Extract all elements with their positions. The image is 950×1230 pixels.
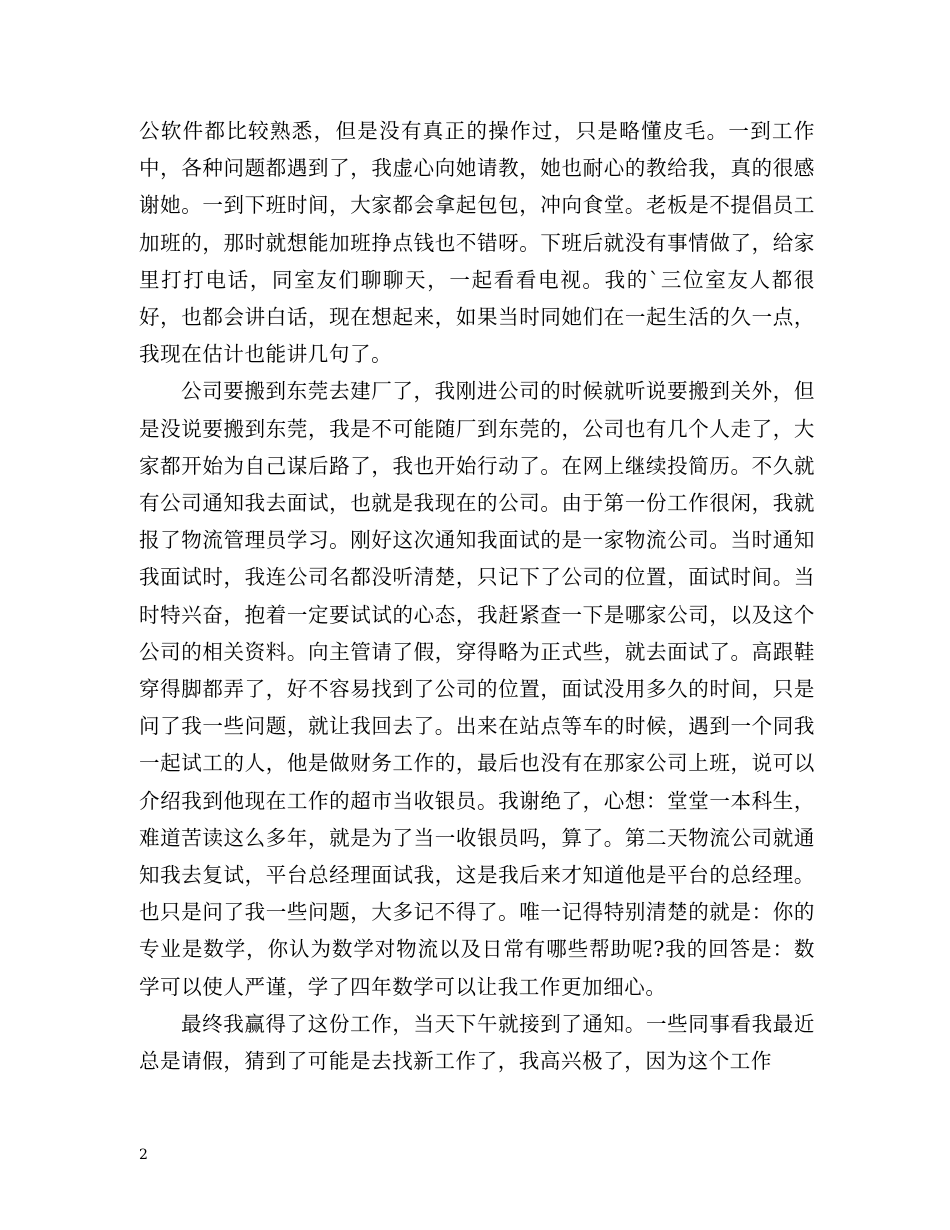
paragraph-2: 公司要搬到东莞去建厂了，我刚进公司的时候就听说要搬到关外，但是没说要搬到东莞，我是不可能随厂到东莞的，公司也有几个人走了，大家都开始为自己谋后路了，我也开始行动了。在网上继续投简历。不久就有公司通知我去面试，也就是我现在的公司。由于第一份工作很闲，我就报了物流管理员学习。刚好这次通知我面试的是一家物流公司。当时通知我面试时，我连公司名都没听清楚，只记下了公司的位置，面试时间。当时特兴奋，抱着一定要试试的心态，我赶紧查一下是哪家公司，以及这个公司的相关资料。向主管请了假，穿得略为正式些，就去面试了。高跟鞋穿得脚都弄了，好不容易找到了公司的位置，面试没用多久的时间，只是问了我一些问题，就让我回去了。出来在站点等车的时候，遇到一个同我一起试工的人，他是做财务工作的，最后也没有在那家公司上班，说可以介绍我到他现在工作的超市当收银员。我谢绝了，心想：堂堂一本科生，难道苦读这么多年，就是为了当一收银员吗，算了。第二天物流公司就通知我去复试，平台总经理面试我，这是我后来才知道他是平台的总经理。也只是问了我一些问题，大多记不得了。唯一记得特别清楚的就是：你的专业是数学，你认为数学对物流以及日常有哪些帮助呢?我的回答是：数学可以使人严谨，学了四年数学可以让我工作更加细心。 [139,379,815,999]
paragraph-3: 最终我赢得了这份工作，当天下午就接到了通知。一些同事看我最近总是请假，猜到了可能是去找新工作了，我高兴极了，因为这个工作 [139,1011,815,1074]
paragraph-1: 公软件都比较熟悉，但是没有真正的操作过，只是略懂皮毛。一到工作中，各种问题都遇到了，我虚心向她请教，她也耐心的教给我，真的很感谢她。一到下班时间，大家都会拿起包包，冲向食堂。老板是不提倡员工加班的，那时就想能加班挣点钱也不错呀。下班后就没有事情做了，给家里打打电话，同室友们聊聊天，一起看看电视。我的`三位室友人都很好，也都会讲白话，现在想起来，如果当时同她们在一起生活的久一点，我现在估计也能讲几句了。 [139,119,815,367]
page-number: 2 [139,1147,148,1163]
body-text [139,113,815,1080]
